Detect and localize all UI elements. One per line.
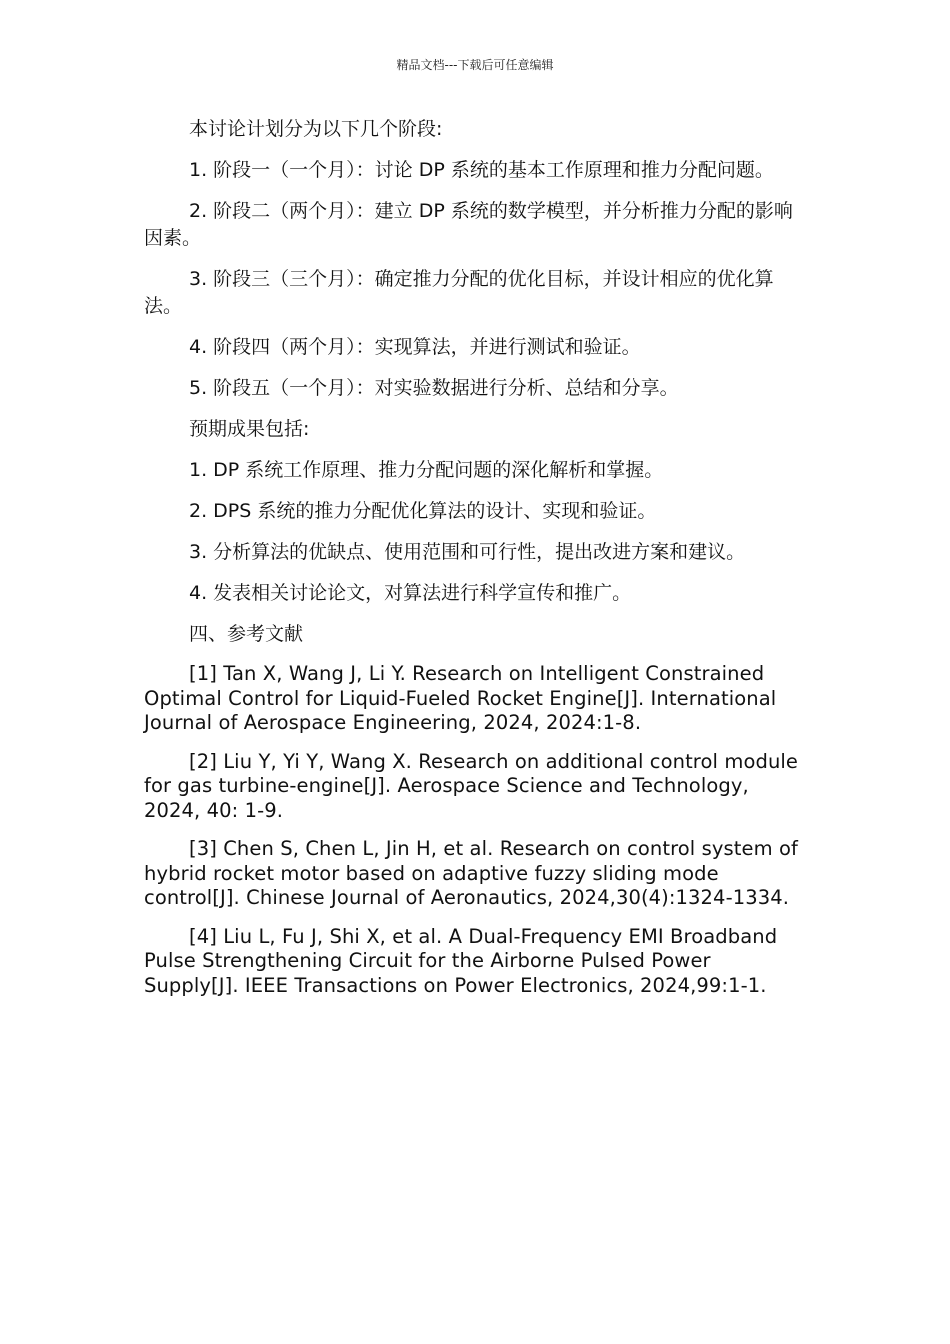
document-body bbox=[144, 116, 808, 1012]
reference-item-1: [1] Tan X, Wang J, Li Y. Research on Intelligent Constrained Optimal Control for Liquid-Fueled Rocket Engine[J]. International Journal of Aerospace Engineering, 2024, 2024:1-8. bbox=[144, 662, 777, 734]
page-header-watermark: 精品文档---下载后可任意编辑 bbox=[396, 58, 554, 72]
outcome-item-4: 4. 发表相关讨论论文，对算法进行科学宣传和推广。 bbox=[189, 582, 632, 604]
reference-item-3: [3] Chen S, Chen L, Jin H, et al. Research on control system of hybrid rocket motor based on adaptive fuzzy sliding mode control[J]. Chinese Journal of Aeronautics, 2024,30(4):1324-1334. bbox=[144, 837, 799, 909]
stage-item-2: 2. 阶段二（两个月）：建立 DP 系统的数学模型，并分析推力分配的影响因素。 bbox=[144, 200, 793, 249]
outcome-item-3: 3. 分析算法的优缺点、使用范围和可行性，提出改进方案和建议。 bbox=[189, 541, 746, 563]
outcomes-intro: 预期成果包括: bbox=[189, 418, 310, 440]
plan-intro: 本讨论计划分为以下几个阶段: bbox=[189, 118, 443, 140]
stage-item-5: 5. 阶段五（一个月）：对实验数据进行分析、总结和分享。 bbox=[189, 377, 679, 399]
references-heading: 四、参考文献 bbox=[189, 623, 304, 645]
reference-item-4: [4] Liu L, Fu J, Shi X, et al. A Dual-Frequency EMI Broadband Pulse Strengthening Circuit for the Airborne Pulsed Power Supply[J]. IEEE Transactions on Power Electronics, 2024,99:1-1. bbox=[144, 924, 778, 997]
outcome-item-2: 2. DPS 系统的推力分配优化算法的设计、实现和验证。 bbox=[189, 500, 657, 522]
stage-item-3: 3. 阶段三（三个月）：确定推力分配的优化目标，并设计相应的优化算法。 bbox=[144, 268, 774, 317]
outcome-item-1: 1. DP 系统工作原理、推力分配问题的深化解析和掌握。 bbox=[189, 459, 664, 481]
stage-item-4: 4. 阶段四（两个月）：实现算法，并进行测试和验证。 bbox=[189, 336, 641, 358]
stage-item-1: 1. 阶段一（一个月）：讨论 DP 系统的基本工作原理和推力分配问题。 bbox=[189, 159, 774, 181]
reference-item-2: [2] Liu Y, Yi Y, Wang X. Research on additional control module for gas turbine-engine[J]. Aerospace Science and Technology, 2024, 40: 1-9. bbox=[144, 749, 799, 822]
